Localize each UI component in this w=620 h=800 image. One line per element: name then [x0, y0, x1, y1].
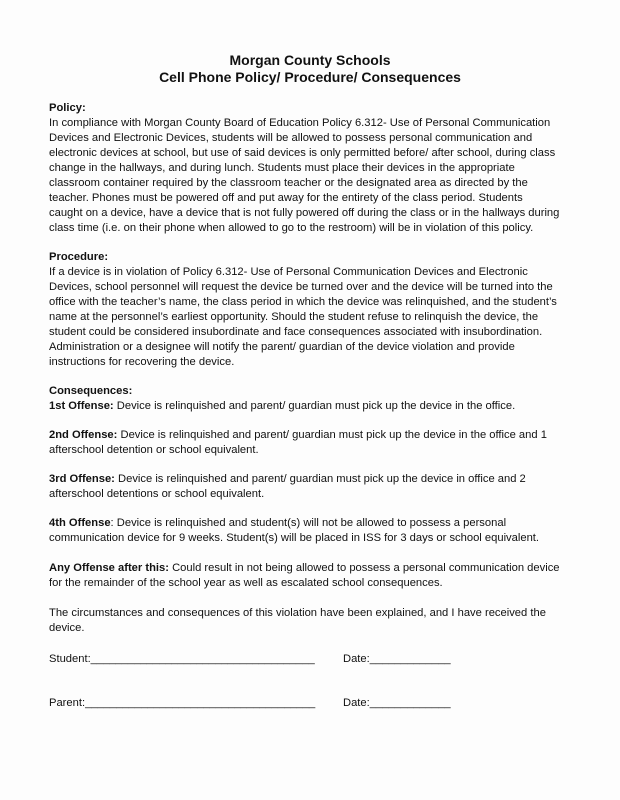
policy-line: change in the hallways, and during lunch. Students must place their devices in the appropriate	[49, 162, 515, 174]
fourth-offense-text-cont: communication device for 9 weeks. Student(s) will be placed in ISS for 3 days or school equivalent.	[49, 532, 540, 544]
fourth-offense	[49, 516, 569, 546]
any-offense	[49, 561, 569, 591]
third-offense-text: Device is relinquished and parent/ guardian must pick up the device in office and 2	[114, 473, 526, 485]
document-subtitle: Cell Phone Policy/ Procedure/ Consequences	[159, 69, 461, 85]
second-offense-text-cont: afterschool detention or school equivalent.	[49, 444, 259, 456]
procedure-line: Administration or a designee will notify the parent/ guardian of the device violation and provide	[49, 341, 515, 353]
second-offense-label: 2nd Offense:	[49, 429, 118, 441]
acknowledgement	[49, 606, 569, 636]
policy-heading: Policy:	[49, 102, 86, 114]
second-offense	[49, 428, 569, 458]
third-offense-text-cont: afterschool detentions or school equivalent.	[49, 488, 265, 500]
policy-line: In compliance with Morgan County Board of Education Policy 6.312- Use of Personal Communication	[49, 117, 551, 129]
policy-line: classroom container required by the classroom teacher or the designated area as directed by the	[49, 177, 528, 189]
first-offense-text: Device is relinquished and parent/ guardian must pick up the device in the office.	[113, 400, 516, 412]
procedure-line: instructions for recovering the device.	[49, 356, 235, 368]
policy-line: Devices and Electronic Devices, students will be allowed to possess personal communication and	[49, 132, 533, 144]
procedure-line: If a device is in violation of Policy 6.312- Use of Personal Communication Devices and Electronic	[49, 266, 528, 278]
third-offense	[49, 472, 569, 502]
procedure-line: office with the teacher’s name, the class period in which the device was relinquished, and the student’s	[49, 296, 557, 308]
third-offense-label: 3rd Offense:	[49, 473, 115, 485]
document-title: Morgan County Schools	[229, 52, 391, 68]
policy-line: class time (i.e. on their phone when allowed to go to the restroom) will be in violation of this policy.	[49, 222, 534, 234]
second-offense-text: Device is relinquished and parent/ guardian must pick up the device in the office and 1	[117, 429, 547, 441]
procedure-heading: Procedure:	[49, 251, 109, 263]
policy-line: caught on a device, have a device that is not fully powered off during the class or in the hallways during	[49, 207, 560, 219]
procedure-line: Devices, school personnel will request the device be turned over and the device will be turned into the	[49, 281, 553, 293]
consequences-heading-block	[49, 384, 569, 414]
any-offense-text: Could result in not being allowed to possess a personal communication device	[168, 562, 560, 574]
procedure-line: student could be considered insubordinate and face consequences associated with insubordination.	[49, 326, 543, 338]
fourth-offense-text: : Device is relinquished and student(s) will not be allowed to possess a personal	[110, 517, 507, 529]
first-offense	[49, 399, 569, 414]
consequences-heading: Consequences:	[49, 385, 133, 397]
procedure-section	[49, 250, 569, 370]
parent-date-field[interactable]: Date:_____________	[343, 697, 451, 709]
first-offense-label: 1st Offense:	[49, 400, 114, 412]
any-offense-text-cont: for the remainder of the school year as well as escalated school consequences.	[49, 577, 443, 589]
procedure-line: name at the personnel’s earliest opportunity. Should the student refuse to relinquish the device, the	[49, 311, 539, 323]
student-date-field[interactable]: Date:_____________	[343, 653, 451, 665]
student-signature-field[interactable]: Student:____________________________________	[49, 653, 315, 665]
policy-section	[49, 101, 569, 236]
fourth-offense-label: 4th Offense	[49, 517, 111, 529]
policy-line: electronic devices at school, but use of said devices is only permitted before/ after school, during class	[49, 147, 556, 159]
parent-signature-field[interactable]: Parent:_____________________________________	[49, 697, 316, 709]
policy-line: teacher. Phones must be powered off and put away for the entirety of the class period. Students	[49, 192, 523, 204]
any-offense-label: Any Offense after this:	[49, 562, 169, 574]
acknowledgement-line: The circumstances and consequences of this violation have been explained, and I have received the	[49, 607, 546, 619]
acknowledgement-line: device.	[49, 622, 85, 634]
